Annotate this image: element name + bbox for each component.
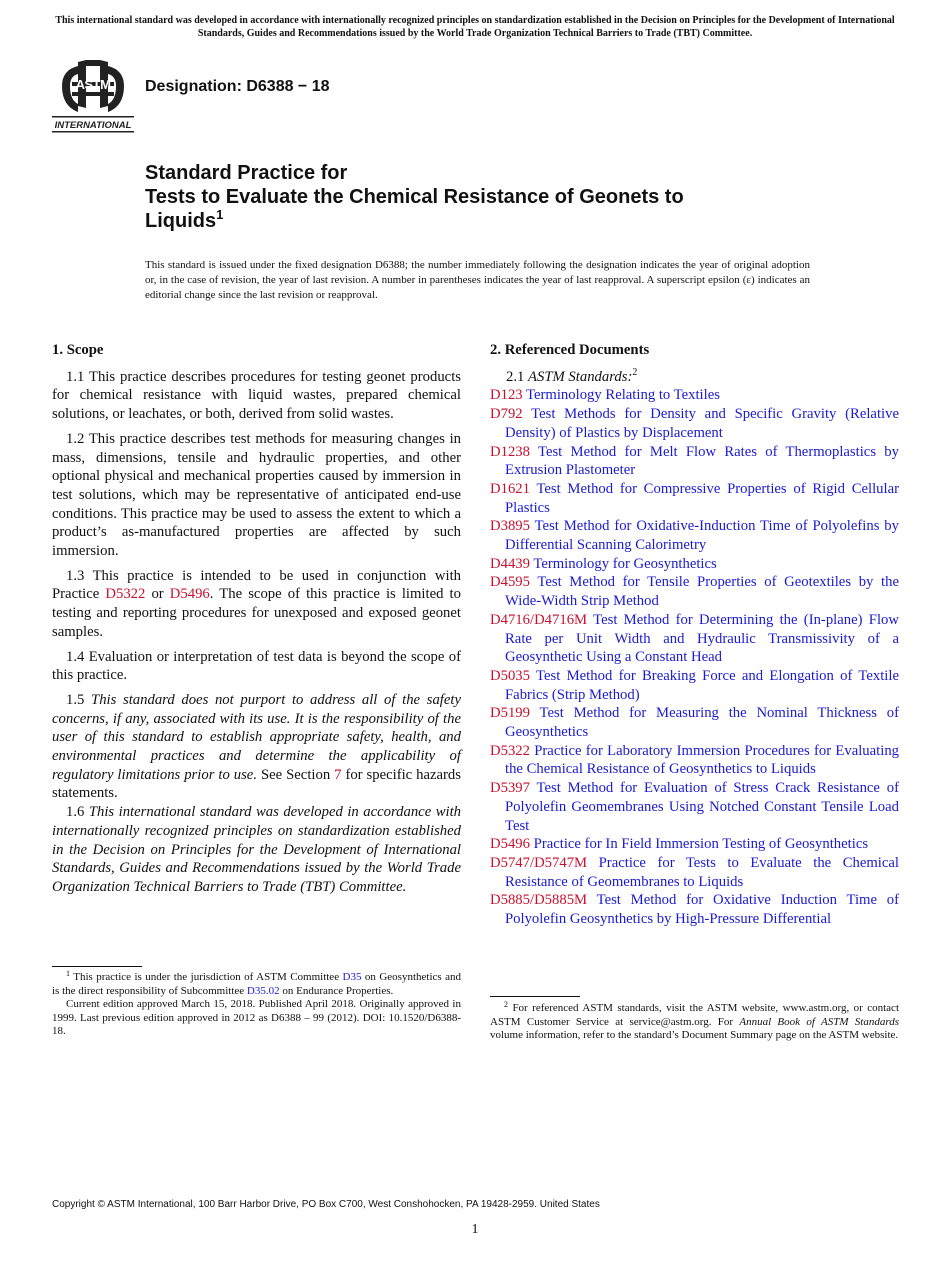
reference-item [490, 835, 899, 854]
astm-logo [52, 56, 134, 136]
footnote-1: $^1$ This practice is under the jurisdiction of ASTM Committee D35 on Geosynthetics and is the direct responsibility of Subcommittee D35.02 on Endurance Properties. Current edition approved March 15, 2018. Published April 2018. Originally approved in 1999. Last previous edition approved in 2012 as D6388 – 99 (2012). DOI: 10.1520/D6388-18. [52, 969, 461, 1037]
link-d35[interactable]: D35 [342, 971, 362, 983]
reference-item [490, 611, 899, 667]
reference-title-link[interactable]: Terminology Relating to Textiles [526, 387, 720, 404]
page-number: 1 [471, 1222, 479, 1237]
reference-title-link[interactable]: Test Methods for Density and Specific Gravity (Relative Density) of Plastics by Displacement [505, 406, 899, 441]
reference-code-link[interactable]: D4595 [490, 574, 530, 591]
reference-code-link[interactable]: D4716/D4716M [490, 611, 588, 628]
reference-item [490, 573, 899, 610]
reference-item [490, 386, 899, 405]
top-notice: This international standard was developed in accordance with internationally recognized principles on standardization established in the Decision on Principles for the Development of International Standards, Guides and Recommendations issued by the World Trade Organization Technical Barriers to Trade (TBT) Committee. [55, 15, 895, 39]
reference-title-link[interactable]: Practice for Tests to Evaluate the Chemical Resistance of Geomembranes to Liquids [505, 854, 899, 890]
reference-title-link[interactable]: Test Method for Oxidative-Induction Time of Polyolefins by Differential Scanning Calorimetry [505, 518, 899, 554]
references-heading: 2. Referenced Documents [490, 342, 650, 358]
footnote-rule-right [490, 996, 580, 997]
reference-code-link[interactable]: D5322 [490, 742, 530, 759]
reference-code-link[interactable]: D5885/D5885M [490, 892, 588, 909]
reference-code-link[interactable]: D5496 [490, 836, 530, 853]
link-d5496[interactable]: D5496 [169, 586, 210, 603]
reference-title-link[interactable]: Practice for Laboratory Immersion Procedures for Evaluating the Chemical Resistance of Geosynthetics to Liquids [505, 742, 900, 778]
reference-item [490, 480, 899, 517]
reference-item [490, 443, 899, 480]
title-line-2: Tests to Evaluate the Chemical Resistance of Geonets to [145, 186, 684, 208]
reference-code-link[interactable]: D5035 [490, 667, 530, 684]
reference-item [490, 779, 899, 835]
reference-code-link[interactable]: D3895 [490, 518, 530, 535]
astm-standards-subheading: 2.1 ASTM Standards:$^2$ [506, 366, 638, 385]
reference-code-link[interactable]: D1238 [490, 443, 530, 460]
reference-title-link[interactable]: Test Method for Tensile Properties of Geotextiles by the Wide-Width Strip Method [505, 574, 899, 610]
reference-code-link[interactable]: D123 [490, 387, 523, 404]
reference-item [490, 891, 899, 928]
link-d5322[interactable]: D5322 [105, 586, 146, 603]
document-title [145, 161, 865, 233]
reference-item [490, 704, 899, 741]
reference-code-link[interactable]: D5397 [490, 780, 530, 797]
logo-text: INTERNATIONAL [54, 120, 132, 131]
copyright: Copyright © ASTM International, 100 Barr Harbor Drive, PO Box C700, West Conshohocken, PA 19428-2959. United States [52, 1199, 600, 1210]
footnote-rule-left [52, 966, 142, 967]
reference-title-link[interactable]: Test Method for Breaking Force and Elongation of Textile Fabrics (Strip Method) [505, 667, 899, 703]
link-section-7[interactable]: 7 [334, 766, 342, 783]
reference-item [490, 742, 899, 779]
reference-code-link[interactable]: D792 [490, 406, 523, 423]
issue-note: This standard is issued under the fixed designation D6388; the number immediately following the designation indicates the year of original adoption or, in the case of revision, the year of last revision. A number in parentheses indicates the year of last reapproval. A superscript epsilon (ε) indicates an editorial change since the last revision or reapproval. [145, 259, 810, 301]
title-line-3: Liquids$^1$ [145, 207, 224, 232]
reference-title-link[interactable]: Test Method for Determining the (In-plane) Flow Rate per Unit Width and Hydraulic Transmissivity of a Geosynthetic Using a Constant Head [505, 611, 899, 666]
link-d35-02[interactable]: D35.02 [246, 984, 280, 997]
reference-list [490, 386, 899, 928]
reference-item [490, 854, 899, 891]
reference-item [490, 667, 899, 704]
scope-1-4: 1.4 Evaluation or interpretation of test data is beyond the scope of this practice. [52, 648, 461, 684]
svg-text:ASTM: ASTM [75, 77, 111, 92]
title-line-1: Standard Practice for [145, 162, 348, 184]
reference-title-link[interactable]: Test Method for Melt Flow Rates of Thermoplastics by Extrusion Plastometer [505, 443, 899, 479]
reference-title-link[interactable]: Test Method for Compressive Properties of Rigid Cellular Plastics [505, 480, 899, 516]
reference-title-link[interactable]: Test Method for Oxidative Induction Time of Polyolefin Geosynthetics by High-Pressure Differential [505, 892, 899, 928]
scope-1-3: 1.3 This practice is intended to be used in conjunction with Practice D5322 or D5496. The scope of this practice is limited to testing and reporting procedures for unexposed and exposed geonet samples. [52, 567, 461, 640]
left-column [52, 341, 461, 903]
reference-item [490, 555, 899, 574]
scope-1-2: 1.2 This practice describes test methods for measuring changes in mass, dimensions, tensile and hydraulic properties, and other optional physical and mechanical properties caused by immersion in test solutions, which may be representative of anticipated end-use conditions. This practice may be used to assess the extent to which a product’s as-manufactured properties are affected by such immersion. [52, 430, 461, 560]
reference-code-link[interactable]: D1621 [490, 480, 530, 497]
reference-title-link[interactable]: Terminology for Geosynthetics [533, 555, 717, 572]
footnote-2: $^2$ For referenced ASTM standards, visit the ASTM website, www.astm.org, or contact ASTM Customer Service at service@astm.org. For Annual Book of ASTM Standards volume information, refer to the standard’s Document Summary page on the ASTM website. [490, 1000, 899, 1041]
scope-heading: 1. Scope [52, 342, 104, 358]
scope-1-1: 1.1 This practice describes procedures for testing geonet products for chemical resistance with liquid wastes, prepared chemical solutions, or leachates, or both, derived from solid wastes. [52, 368, 461, 423]
reference-title-link[interactable]: Test Method for Measuring the Nominal Thickness of Geosynthetics [505, 705, 899, 741]
reference-item [490, 405, 899, 442]
reference-code-link[interactable]: D4439 [490, 555, 530, 572]
designation: Designation: D6388 − 18 [145, 78, 330, 95]
scope-1-6: 1.6 This international standard was developed in accordance with internationally recognized principles on standardization established in the Decision on Principles for the Development of International Standards, Guides and Recommendations issued by the World Trade Organization Technical Barriers to Trade (TBT) Committee. [52, 804, 461, 895]
reference-title-link[interactable]: Practice for In Field Immersion Testing of Geosynthetics [533, 836, 869, 853]
scope-1-5: 1.5 This standard does not purport to address all of the safety concerns, if any, associated with its use. It is the responsibility of the user of this standard to establish appropriate safety, health, and environmental practices and determine the applicability of regulatory limitations prior to use. See Section 7 for specific hazards statements. [52, 691, 462, 802]
title-footnote-mark: 1 [216, 207, 224, 222]
reference-title-link[interactable]: Test Method for Evaluation of Stress Crack Resistance of Polyolefin Geomembranes Using Notched Constant Tensile Load Test [505, 780, 899, 834]
right-column [490, 341, 899, 929]
reference-item [490, 517, 899, 554]
reference-code-link[interactable]: D5199 [490, 705, 530, 722]
reference-code-link[interactable]: D5747/D5747M [490, 854, 588, 871]
